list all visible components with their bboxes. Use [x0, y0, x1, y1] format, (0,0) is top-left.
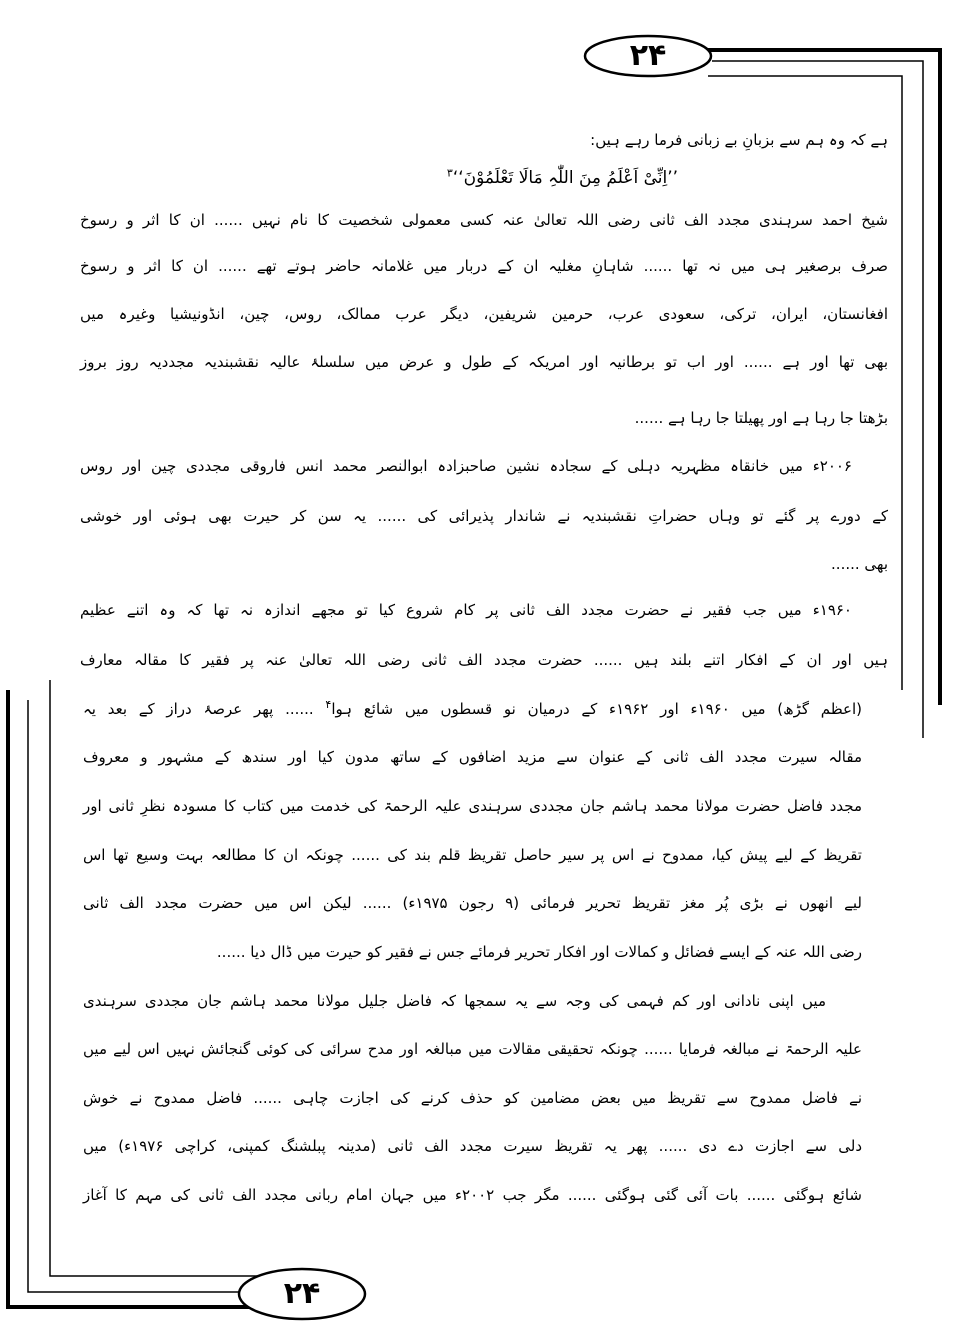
- text-line: کے دورے پر گئے تو وہاں حضراتِ نقشبندیہ نے شاندار پذیرائی کی ...... یہ سن کر حیرت بھی ہوئی اور خوشی: [80, 507, 888, 525]
- quranic-verse: [390, 158, 735, 198]
- footnote-marker: ۴: [325, 698, 332, 711]
- text-line: مقالہ سیرت مجدد الف ثانی کے عنوان سے مزید اضافوں کے ساتھ مدون کیا اور سندھ کے مشہور و معروف: [83, 748, 862, 766]
- text-line: شائع ہوگئی ...... بات آئی گئی ہوگئی ...... مگر جب ۲۰۰۲ء میں جہان امام ربانی مجدد الف ثانی کی مہم کا آغاز: [83, 1186, 862, 1204]
- text-line: بھی تھا اور ہے ...... اور اب تو برطانیہ اور امریکہ کے طول و عرض میں سلسلۂ عالیہ نقشبندیہ مجددیہ روز بروز: [80, 353, 888, 371]
- paragraph-start-line: میں اپنی نادانی اور کم فہمی کی وجہ سے یہ سمجھا کہ فاضل جلیل مولانا محمد ہاشم جان مجددی سرہندی: [83, 992, 826, 1010]
- line-text-tail: ...... پھر عرصۂ دراز کے بعد یہ: [83, 700, 326, 718]
- footnote-marker: ۳: [446, 166, 453, 180]
- text-line: افغانستان، ایران، ترکی، سعودی عرب، حرمین شریفین، دیگر عرب ممالک، روس، چین، انڈونیشیا وغیرہ میں: [80, 305, 888, 323]
- page-number-top: ۲۴: [629, 38, 667, 73]
- paragraph-start-line: ۲۰۰۶ء میں خانقاہ مظہریہ دہلی کے سجادہ نشین صاحبزادہ ابوالنصر محمد انس فاروقی مجددی چین اور روس: [80, 457, 852, 475]
- paragraph-start-line: ۱۹۶۰ء میں جب فقیر نے حضرت مجدد الف ثانی پر کام شروع کیا تو مجھے اندازہ نہ تھا کہ وہ اتنے عظیم: [80, 601, 852, 619]
- text-line: بڑھتا جا رہا ہے اور پھیلتا جا رہا ہے ......: [634, 409, 888, 427]
- line-text: (اعظم گڑھ) میں ۱۹۶۰ء اور ۱۹۶۲ء کے درمیان نو قسطوں میں شائع ہوا: [331, 700, 862, 718]
- text-line: صرف برصغیر ہی میں نہ تھا ...... شاہانِ مغلیہ ان کے دربار میں غلامانہ حاضر ہوتے تھے ...... ان کا اثر و رسوخ: [80, 257, 888, 275]
- text-line: [83, 689, 862, 729]
- text-line: علیہ الرحمۃ نے مبالغہ فرمایا ...... چونکہ تحقیقی مقالات میں مبالغہ اور مدح سرائی کی کوئی گنجائش نہیں اس لیے میں: [83, 1040, 862, 1058]
- text-line: نے فاضل ممدوح سے تقریظ میں بعض مضامین کو حذف کرنے کی اجازت چاہی ...... فاضل ممدوح نے خوش: [83, 1089, 862, 1107]
- text-line: مجدد فاضل حضرت مولانا محمد ہاشم جان مجددی سرہندی علیہ الرحمۃ کی خدمت میں کتاب کا مسودہ نظرِ ثانی اور: [83, 797, 862, 815]
- text-line: ہیں اور ان کے افکار اتنے بلند ہیں ...... حضرت مجدد الف ثانی رضی اللہ تعالیٰ عنہ پر فقیر کا مقالہ معارف: [80, 651, 888, 669]
- text-line: شیخ احمد سرہندی مجدد الف ثانی رضی اللہ تعالیٰ عنہ کسی معمولی شخصیت کا نام نہیں ...... ان کا اثر و رسوخ: [80, 211, 888, 229]
- text-line: ہے کہ وہ ہم سے بزبانِ بے زبانی فرما رہے ہیں:: [590, 131, 888, 149]
- text-line: دلی سے اجازت دے دی ...... پھر یہ تقریظ سیرت مجدد الف ثانی (مدینہ پبلشنگ کمپنی، کراچی ۱۹۷۶ء) میں: [83, 1137, 862, 1155]
- verse-text: ’’اِنِّیْ اَعْلَمُ مِنَ اللّٰہِ مَالَا تَعْلَمُوْنَ‘‘: [452, 168, 679, 188]
- text-line: تقریظ کے لیے پیش کیا، ممدوح نے اس پر سیر حاصل تقریظ قلم بند کی ...... چونکہ ان کا مطالعہ بہت وسیع تھا اس: [83, 846, 862, 864]
- text-line: لیے انھوں نے بڑی پُر مغز تقریظ تحریر فرمائی (۹ رجون ۱۹۷۵ء) ...... لیکن اس میں حضرت مجدد الف ثانی: [83, 894, 862, 912]
- page-number-bottom: ۲۴: [283, 1276, 321, 1311]
- text-line: رضی اللہ عنہ کے ایسے فضائل و کمالات اور افکار تحریر فرمائے جس نے فقیر کو حیرت میں ڈال دیا ......: [216, 943, 862, 961]
- text-line: بھی ......: [831, 555, 888, 573]
